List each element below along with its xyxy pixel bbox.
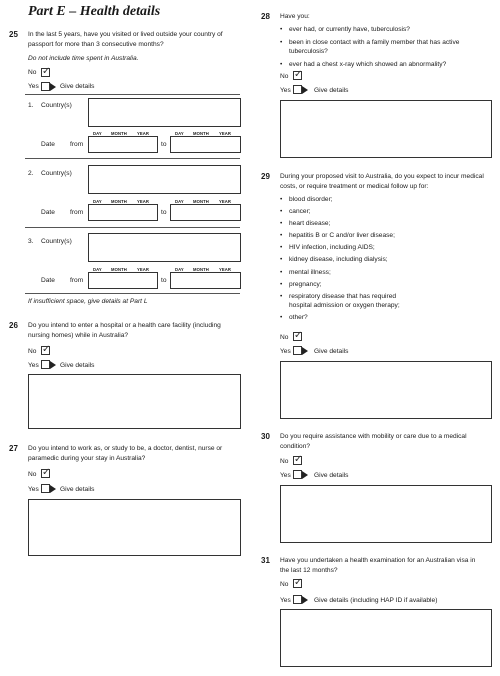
month-label: MONTH — [193, 267, 209, 272]
to-label: to — [161, 141, 167, 148]
country-field-1[interactable] — [88, 98, 241, 127]
month-label: MONTH — [111, 199, 127, 204]
q29-no-checkbox[interactable] — [293, 332, 302, 341]
page-title: Part E – Health details — [28, 4, 161, 19]
day-label: DAY — [93, 131, 102, 136]
q27-yes-checkbox[interactable] — [41, 484, 50, 493]
q30-yes-checkbox[interactable] — [293, 470, 302, 479]
q30-yes-give-details: Give details — [314, 472, 349, 479]
day-label: DAY — [175, 131, 184, 136]
q31-details-field[interactable] — [280, 609, 492, 667]
day-label: DAY — [175, 267, 184, 272]
arrow-right-icon — [302, 596, 308, 604]
date-from-field-2[interactable] — [88, 204, 158, 221]
arrow-right-icon — [50, 83, 56, 91]
q31-no-checkbox[interactable] — [293, 579, 302, 588]
country-field-2[interactable] — [88, 165, 241, 194]
q28-no-checkbox[interactable] — [293, 71, 302, 80]
month-label: MONTH — [193, 131, 209, 136]
q28-yes-give-details: Give details — [314, 87, 349, 94]
q26-yes-give-details: Give details — [60, 362, 95, 369]
q25-no-label: No — [28, 69, 37, 76]
day-label: DAY — [93, 267, 102, 272]
q29-list — [280, 195, 480, 323]
list-item: • HIV infection, including AIDS; — [280, 243, 480, 253]
date-to-field-3[interactable] — [170, 272, 241, 289]
entry-number: 3. — [28, 238, 34, 245]
q25-footer-note: If insufficient space, give details at Part L — [28, 298, 148, 305]
q29-yes-label: Yes — [280, 348, 291, 355]
q31-text: Have you undertaken a health examination for an Australian visa in the last 12 months? — [280, 557, 476, 574]
date-label: Date — [41, 277, 55, 284]
month-label: MONTH — [111, 131, 127, 136]
date-from-field-3[interactable] — [88, 272, 158, 289]
date-to-field-2[interactable] — [170, 204, 241, 221]
country-label: Country(s) — [41, 102, 72, 109]
divider — [25, 94, 240, 95]
q26-no-label: No — [28, 348, 37, 355]
q30-yes-label: Yes — [280, 472, 291, 479]
country-label: Country(s) — [41, 238, 72, 245]
year-label: YEAR — [219, 131, 232, 136]
q29-details-field[interactable] — [280, 361, 492, 419]
list-item: • blood disorder; — [280, 195, 480, 205]
q29-number: 29 — [261, 172, 270, 181]
divider — [25, 293, 240, 294]
from-label: from — [70, 141, 84, 148]
list-item: • kidney disease, including dialysis; — [280, 255, 480, 265]
list-item: • been in close contact with a family member that has active tuberculosis? — [280, 38, 480, 57]
entry-number: 2. — [28, 170, 34, 177]
date-from-field-1[interactable] — [88, 136, 158, 153]
q27-details-field[interactable] — [28, 499, 241, 556]
q25-number: 25 — [9, 30, 18, 39]
q27-number: 27 — [9, 444, 18, 453]
q28-number: 28 — [261, 12, 270, 21]
arrow-right-icon — [302, 86, 308, 94]
list-item: • ever had, or currently have, tuberculosis? — [280, 25, 480, 35]
month-label: MONTH — [111, 267, 127, 272]
q27-yes-give-details: Give details — [60, 486, 95, 493]
q25-yes-label: Yes — [28, 83, 39, 90]
list-item: • pregnancy; — [280, 280, 480, 290]
q31-number: 31 — [261, 556, 270, 565]
arrow-right-icon — [302, 471, 308, 479]
q30-details-field[interactable] — [280, 485, 492, 543]
country-label: Country(s) — [41, 170, 72, 177]
q27-no-checkbox[interactable] — [41, 469, 50, 478]
to-label: to — [161, 209, 167, 216]
q28-no-label: No — [280, 73, 289, 80]
list-item: • heart disease; — [280, 219, 480, 229]
q26-yes-checkbox[interactable] — [41, 360, 50, 369]
from-label: from — [70, 277, 84, 284]
q30-number: 30 — [261, 432, 270, 441]
q29-text: During your proposed visit to Australia, do you expect to incur medical costs, or require treatment or medical follow up for: — [280, 173, 484, 190]
q25-text: In the last 5 years, have you visited or lived outside your country of passport for more than 3 consecutive months? — [28, 31, 223, 48]
date-label: Date — [41, 141, 55, 148]
from-label: from — [70, 209, 84, 216]
q31-no-label: No — [280, 581, 289, 588]
divider — [25, 158, 240, 159]
arrow-right-icon — [302, 347, 308, 355]
q28-text: Have you: — [280, 13, 310, 20]
list-item: • hepatitis B or C and/or liver disease; — [280, 231, 480, 241]
q26-yes-label: Yes — [28, 362, 39, 369]
q26-number: 26 — [9, 321, 18, 330]
q31-yes-give-details: Give details (including HAP ID if available) — [314, 597, 438, 604]
list-item: • mental illness; — [280, 268, 480, 278]
q28-list — [280, 25, 480, 69]
day-label: DAY — [175, 199, 184, 204]
q28-yes-checkbox[interactable] — [293, 85, 302, 94]
q25-note: Do not include time spent in Australia. — [28, 55, 139, 62]
q31-yes-label: Yes — [280, 597, 291, 604]
year-label: YEAR — [219, 199, 232, 204]
q27-no-label: No — [28, 471, 37, 478]
q26-no-checkbox[interactable] — [41, 346, 50, 355]
year-label: YEAR — [137, 131, 150, 136]
month-label: MONTH — [193, 199, 209, 204]
date-label: Date — [41, 209, 55, 216]
divider — [25, 227, 240, 228]
q29-yes-checkbox[interactable] — [293, 346, 302, 355]
entry-number: 1. — [28, 102, 34, 109]
list-item: • other? — [280, 313, 480, 323]
q30-no-label: No — [280, 458, 289, 465]
q27-yes-label: Yes — [28, 486, 39, 493]
to-label: to — [161, 277, 167, 284]
q31-yes-checkbox[interactable] — [293, 595, 302, 604]
q25-no-checkbox[interactable] — [41, 68, 50, 77]
year-label: YEAR — [219, 267, 232, 272]
list-item: • cancer; — [280, 207, 480, 217]
country-field-3[interactable] — [88, 233, 241, 262]
list-item: • ever had a chest x-ray which showed an abnormality? — [280, 60, 480, 70]
q28-details-field[interactable] — [280, 100, 492, 158]
year-label: YEAR — [137, 267, 150, 272]
q29-yes-give-details: Give details — [314, 348, 349, 355]
q25-yes-checkbox[interactable] — [41, 82, 50, 91]
q30-no-checkbox[interactable] — [293, 456, 302, 465]
q26-text: Do you intend to enter a hospital or a health care facility (including nursing homes) while in Australia? — [28, 322, 221, 339]
day-label: DAY — [93, 199, 102, 204]
list-item: • respiratory disease that has required hospital admission or oxygen therapy; — [280, 292, 419, 311]
q27-text: Do you intend to work as, or study to be, a doctor, dentist, nurse or paramedic during your stay in Australia? — [28, 445, 223, 462]
q25-yes-give-details: Give details — [60, 83, 95, 90]
date-to-field-1[interactable] — [170, 136, 241, 153]
arrow-right-icon — [50, 485, 56, 493]
year-label: YEAR — [137, 199, 150, 204]
q28-yes-label: Yes — [280, 87, 291, 94]
arrow-right-icon — [50, 361, 56, 369]
q30-text: Do you require assistance with mobility or care due to a medical condition? — [280, 433, 467, 450]
q29-no-label: No — [280, 334, 289, 341]
q26-details-field[interactable] — [28, 374, 241, 429]
